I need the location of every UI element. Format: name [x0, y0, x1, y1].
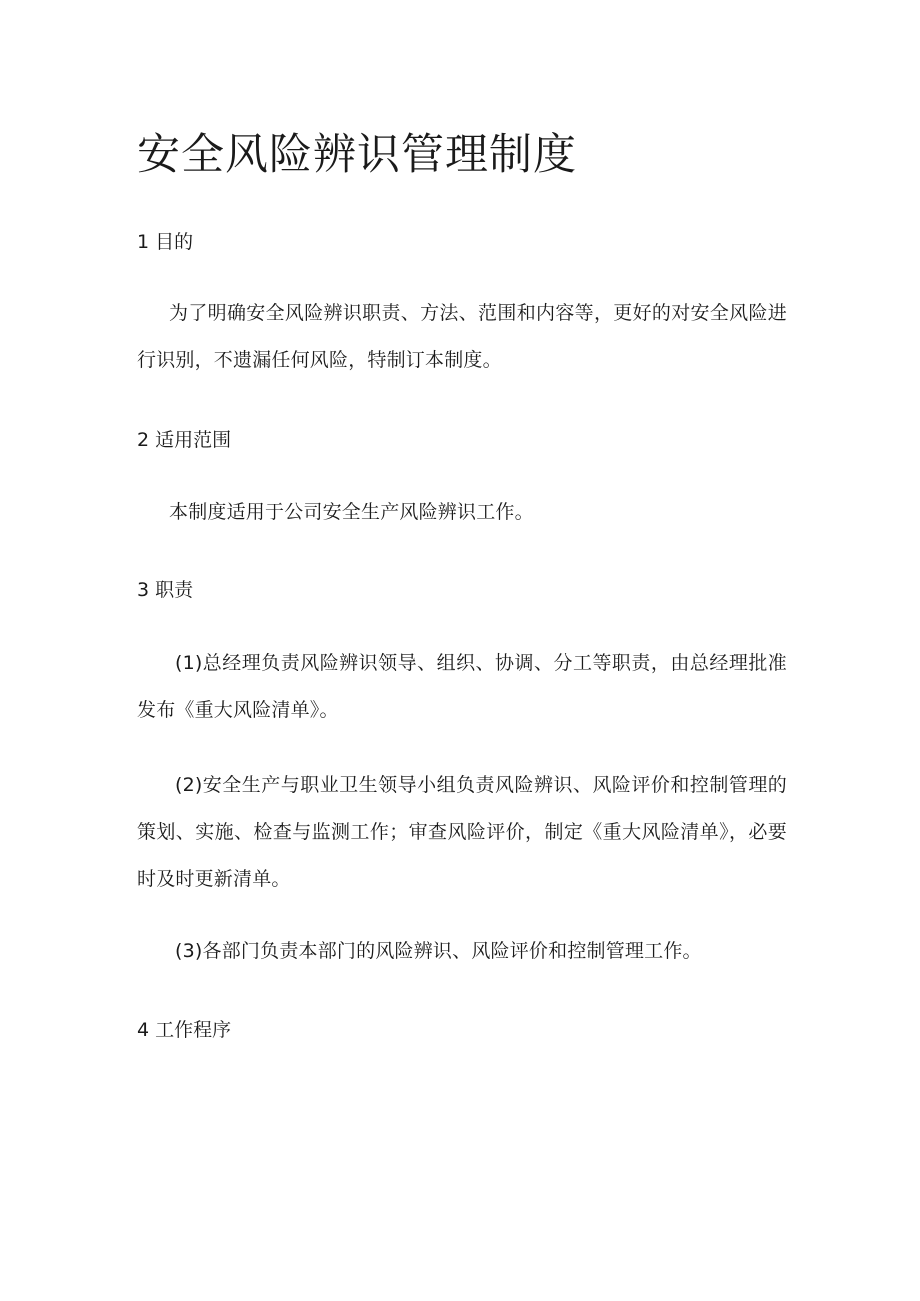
section-paragraph: 为了明确安全风险辨识职责、方法、范围和内容等，更好的对安全风险进行识别，不遗漏任何风险，特制订本制度。 [137, 302, 787, 371]
section-heading-scope: 2 适用范围 [137, 429, 232, 451]
document-title: 安全风险辨识管理制度 [137, 130, 577, 180]
section-paragraph: (3)各部门负责本部门的风险辨识、风险评价和控制管理工作。 [175, 940, 702, 962]
section-heading-purpose: 1 目的 [137, 231, 194, 253]
section-heading-responsibilities: 3 职责 [137, 579, 194, 601]
section-paragraph: (1)总经理负责风险辨识领导、组织、协调、分工等职责，由总经理批准发布《重大风险清单》。 [137, 652, 787, 721]
section-paragraph: (2)安全生产与职业卫生领导小组负责风险辨识、风险评价和控制管理的策划、实施、检查与监测工作；审查风险评价，制定《重大风险清单》，必要时及时更新清单。 [137, 774, 787, 890]
section-heading-procedure: 4 工作程序 [137, 1019, 232, 1041]
section-paragraph: 本制度适用于公司安全生产风险辨识工作。 [169, 501, 534, 523]
